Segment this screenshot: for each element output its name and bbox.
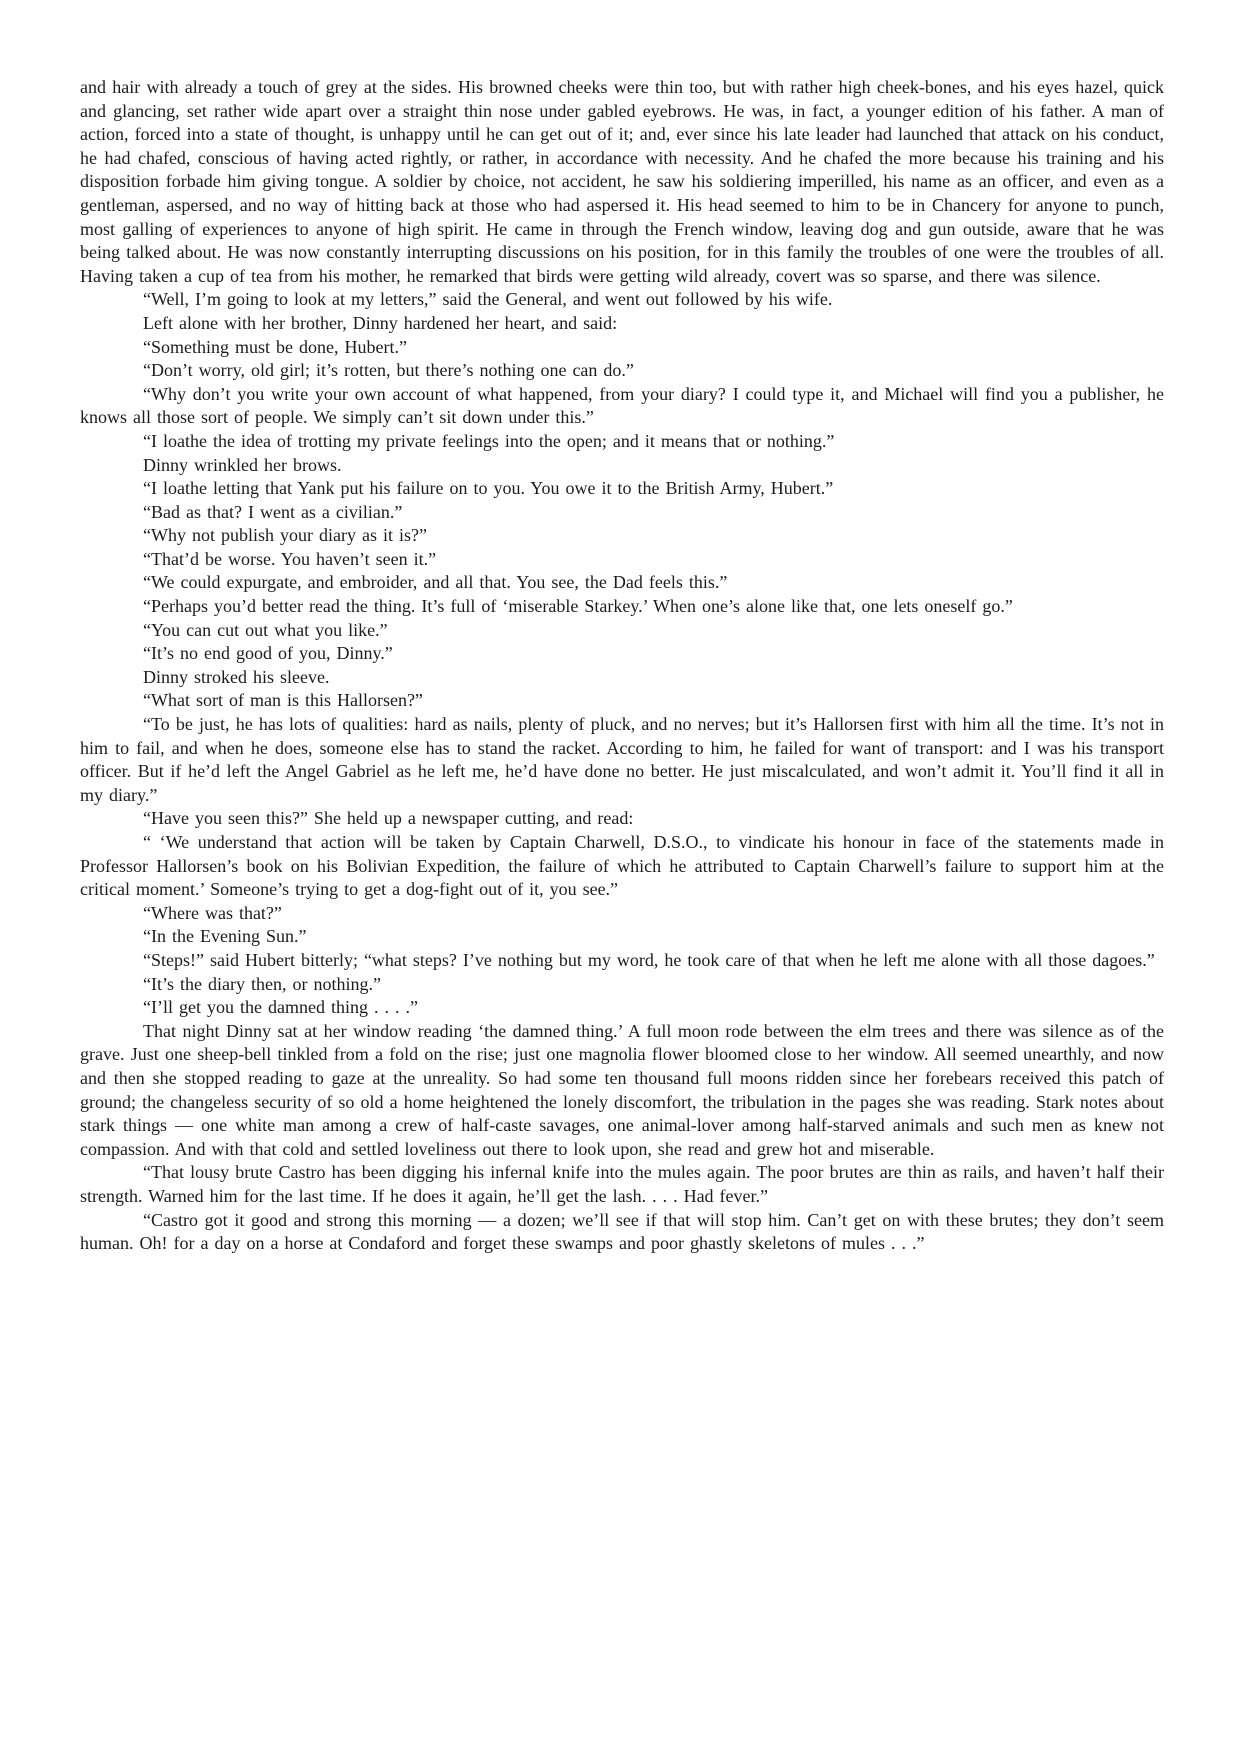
paragraph: “What sort of man is this Hallorsen?” bbox=[143, 690, 423, 711]
paragraph: “I loathe letting that Yank put his failure on to you. You owe it to the British Army, Hubert.” bbox=[143, 478, 834, 499]
paragraph: Dinny stroked his sleeve. bbox=[143, 666, 330, 687]
paragraph: “It’s the diary then, or nothing.” bbox=[143, 973, 381, 994]
paragraph: “Why not publish your diary as it is?” bbox=[143, 525, 427, 546]
paragraph: Dinny wrinkled her brows. bbox=[143, 454, 342, 475]
paragraph: “Where was that?” bbox=[143, 902, 282, 923]
paragraph: “Have you seen this?” She held up a newspaper cutting, and read: bbox=[143, 808, 634, 829]
paragraph: “That lousy brute Castro has been digging his infernal knife into the mules again. The poor brutes are thin as rails, and haven’t half their strength. Warned him for the last time. If he does it again, he’ll get the lash. . . . Had fever.” bbox=[80, 1162, 1164, 1206]
paragraph: “Why don’t you write your own account of what happened, from your diary? I could type it, and Michael will find you a publisher, he knows all those sort of people. We simply can’t sit down under this.” bbox=[80, 383, 1164, 428]
paragraph: “In the Evening Sun.” bbox=[143, 926, 307, 947]
paragraph: “Something must be done, Hubert.” bbox=[143, 336, 407, 357]
paragraph: “Castro got it good and strong this morning — a dozen; we’ll see if that will stop him. Can’t get on with these brutes; they don’t seem human. Oh! for a day on a horse at Condaford and forget these swamps and poor ghastly skeletons of mules . . .” bbox=[80, 1209, 1164, 1254]
paragraph: “You can cut out what you like.” bbox=[143, 619, 388, 640]
paragraph: “We could expurgate, and embroider, and all that. You see, the Dad feels this.” bbox=[143, 572, 728, 593]
paragraph: “Well, I’m going to look at my letters,” said the General, and went out followed by his wife. bbox=[143, 289, 833, 310]
paragraph: “To be just, he has lots of qualities: hard as nails, plenty of pluck, and no nerves; but it’s Hallorsen first with him all the time. It’s not in him to fail, and when he does, someone else has to stand the racket. According to him, he failed for want of transport: and I was his transport officer. But if he’d left the Angel Gabriel as he left me, he’d have done no better. He just miscalculated, and won’t admit it. You’ll find it all in my diary.” bbox=[80, 714, 1164, 805]
paragraph: “ ‘We understand that action will be taken by Captain Charwell, D.S.O., to vindicate his honour in face of the statements made in Professor Hallorsen’s book on his Bolivian Expedition, the failure of which he attributed to Captain Charwell’s failure to support him at the critical moment.’ Someone’s trying to get a dog-fight out of it, you see.” bbox=[80, 832, 1164, 900]
paragraph: and hair with already a touch of grey at the sides. His browned cheeks were thin too, but with rather high cheek-bones, and his eyes hazel, quick and glancing, set rather wide apart over a straight thin nose under gabled eyebrows. He was, in fact, a younger edition of his father. A man of action, forced into a state of thought, is unhappy until he can get out of it; and, ever since his late leader had launched that attack on his conduct, he had chafed, conscious of having acted rightly, or rather, in accordance with necessity. And he chafed the more because his training and his disposition forbade him giving tongue. A soldier by choice, not accident, he saw his soldiering imperilled, his name as an officer, and even as a gentleman, aspersed, and no way of hitting back at those who had aspersed it. His head seemed to him to be in Chancery for anyone to punch, most galling of experiences to anyone of high spirit. He came in through the French window, leaving dog and gun outside, aware that he was being talked about. He was now constantly interrupting discussions on his position, for in this family the troubles of one were the troubles of all. Having taken a cup of tea from his mother, he remarked that birds were getting wild already, covert was so sparse, and there was silence. bbox=[80, 77, 1164, 286]
paragraph: “Don’t worry, old girl; it’s rotten, but there’s nothing one can do.” bbox=[143, 360, 634, 381]
paragraph: “That’d be worse. You haven’t seen it.” bbox=[143, 548, 437, 569]
paragraph: “Steps!” said Hubert bitterly; “what steps? I’ve nothing but my word, he took care of that when he left me alone with all those dagoes.” bbox=[143, 949, 1155, 970]
paragraph: Left alone with her brother, Dinny hardened her heart, and said: bbox=[143, 312, 618, 333]
paragraph: That night Dinny sat at her window reading ‘the damned thing.’ A full moon rode between the elm trees and there was silence as of the grave. Just one sheep-bell tinkled from a fold on the rise; just one magnolia flower bloomed close to her window. All seemed unearthly, and now and then she stopped reading to gaze at the unreality. So had some ten thousand full moons ridden since her forebears received this patch of ground; the changeless security of so old a home heightened the lonely discomfort, the tribulation in the pages she was reading. Stark notes about stark things — one white man among a crew of half-caste savages, one animal-lover among half-starved animals and such men as knew not compassion. And with that cold and settled loveliness out there to look upon, she read and grew hot and miserable. bbox=[80, 1020, 1164, 1159]
paragraph: “I’ll get you the damned thing . . . .” bbox=[143, 997, 418, 1018]
paragraph: “Perhaps you’d better read the thing. It’s full of ‘miserable Starkey.’ When one’s alone like that, one lets oneself go.” bbox=[143, 596, 1013, 617]
paragraph: “It’s no end good of you, Dinny.” bbox=[143, 643, 393, 664]
paragraph: “I loathe the idea of trotting my private feelings into the open; and it means that or nothing.” bbox=[143, 430, 835, 451]
paragraph: “Bad as that? I went as a civilian.” bbox=[143, 501, 403, 522]
page-text bbox=[80, 76, 1164, 1256]
